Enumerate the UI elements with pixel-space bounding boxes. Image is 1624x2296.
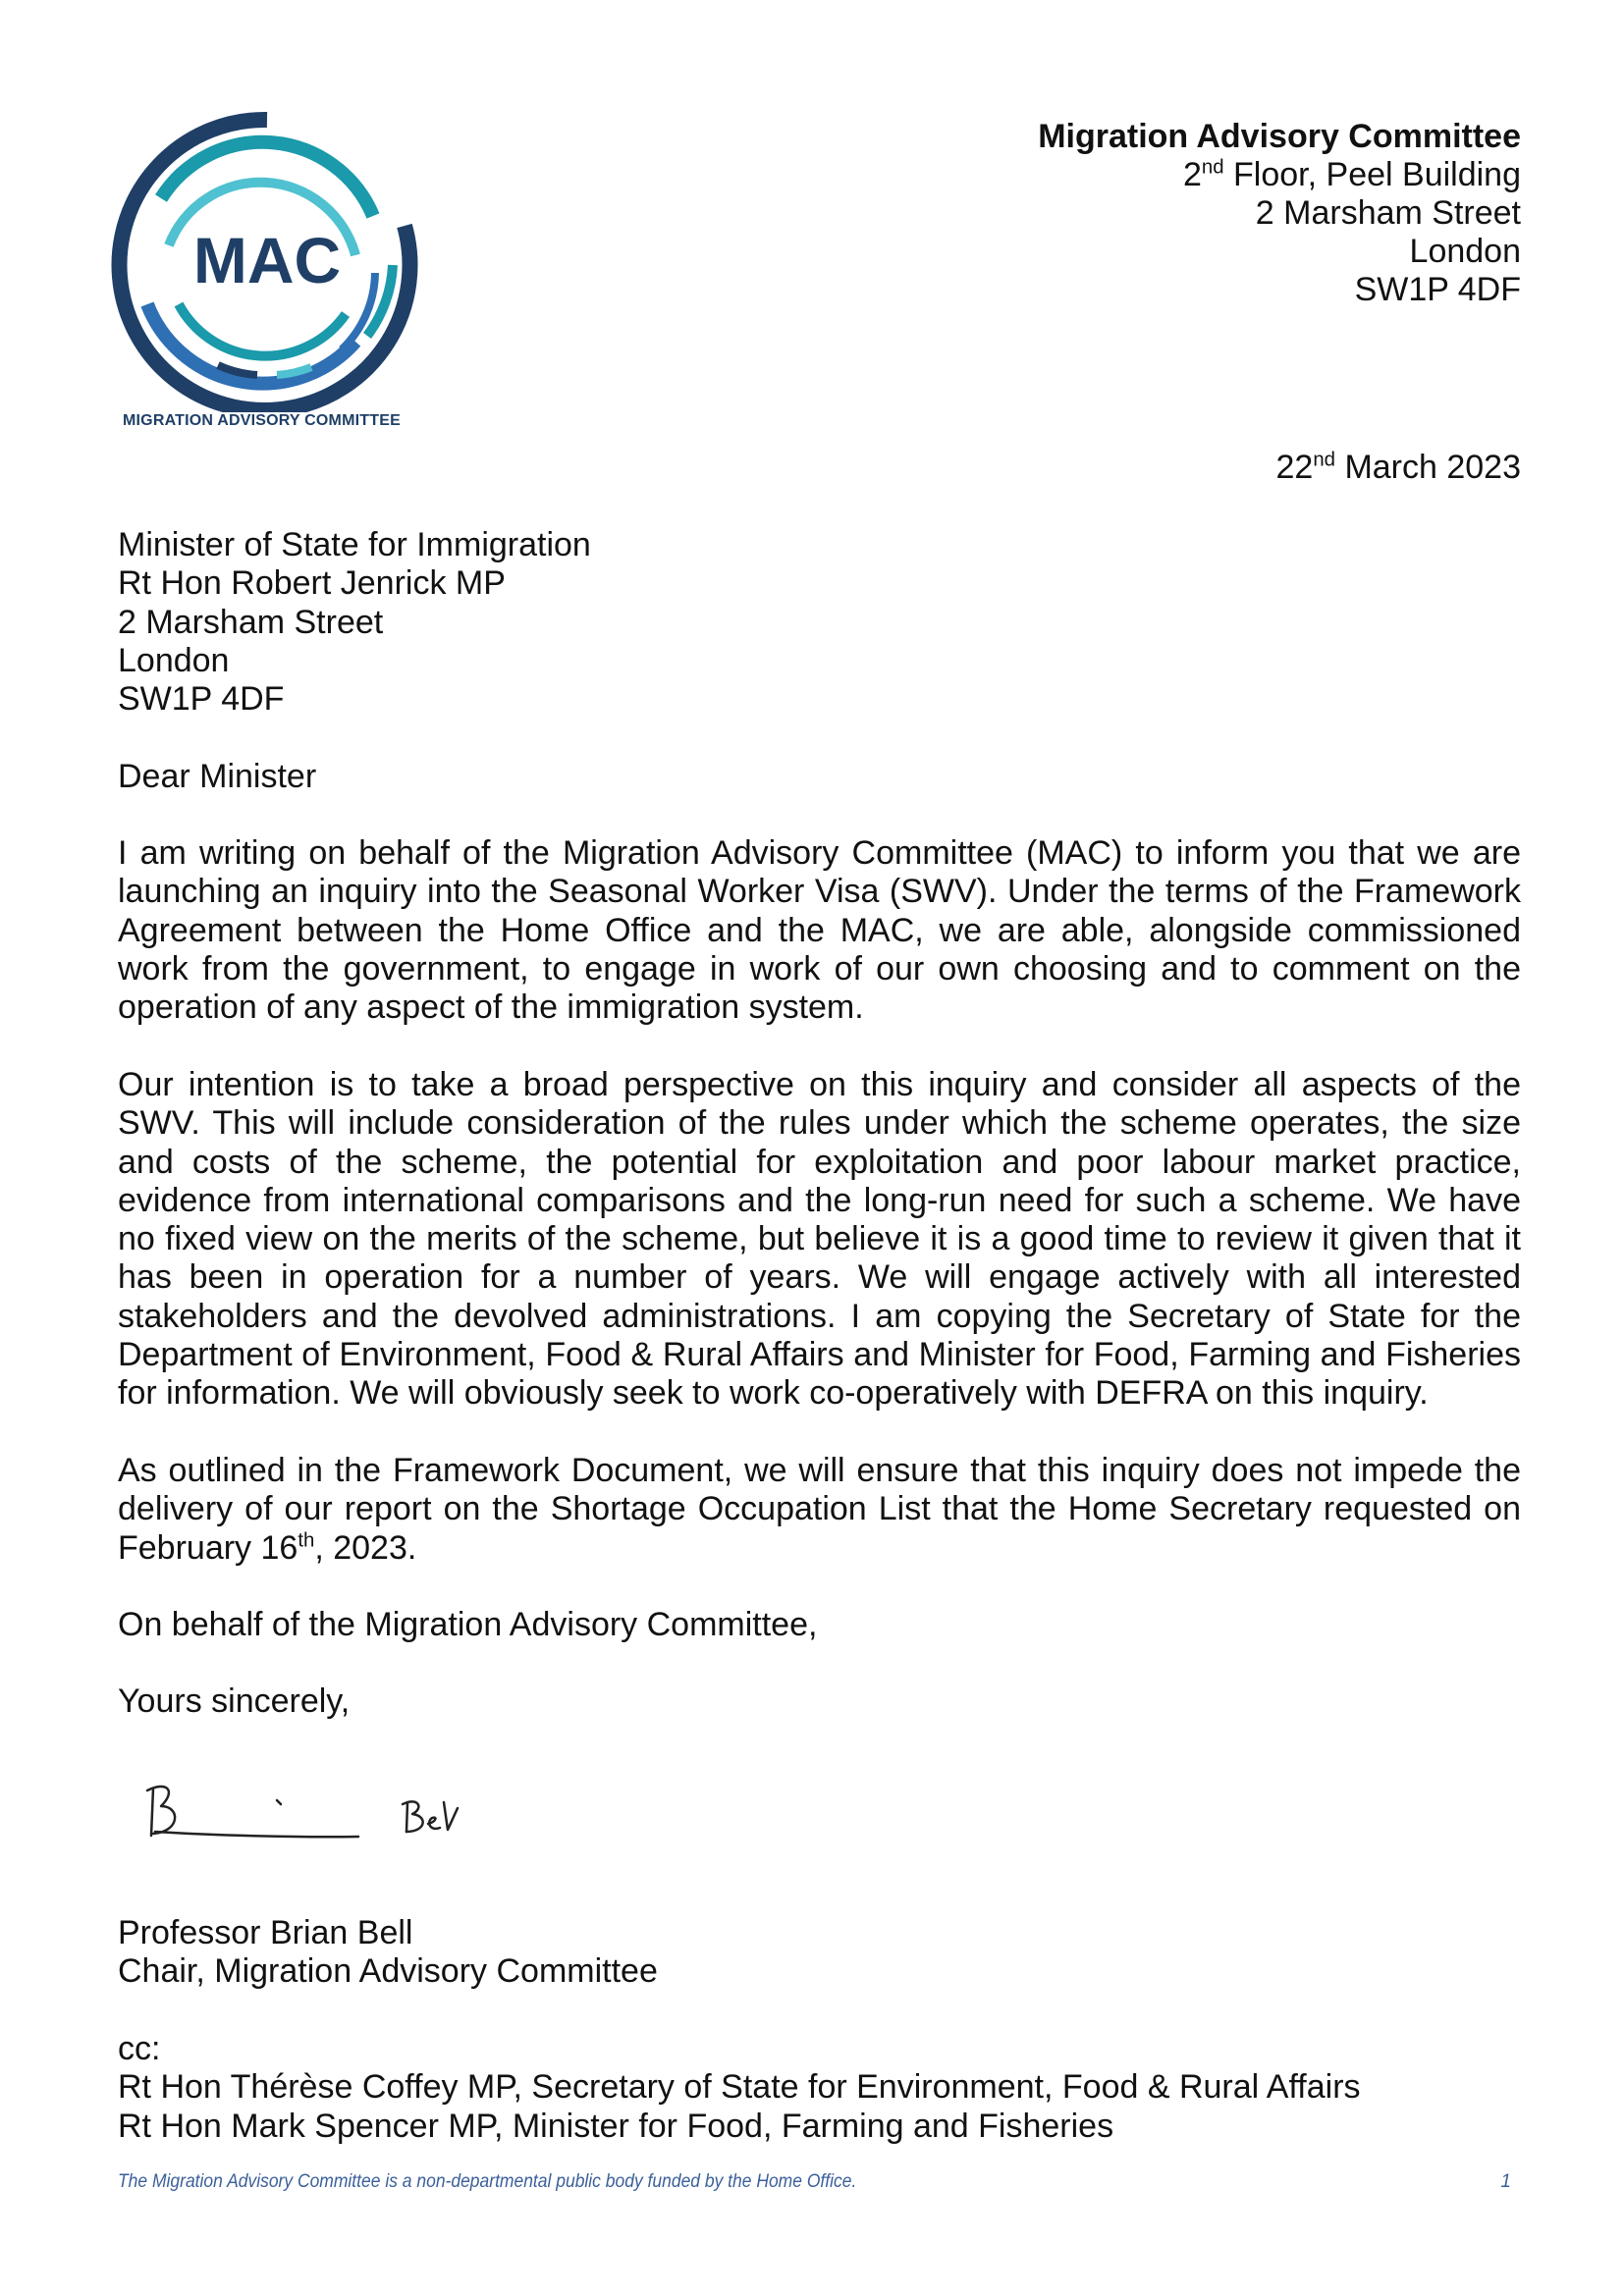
closing-line-2: Yours sincerely,	[118, 1682, 351, 1720]
recipient-street: 2 Marsham Street	[118, 603, 384, 641]
sender-postcode: SW1P 4DF	[1354, 271, 1521, 308]
signer-name: Professor Brian Bell	[118, 1914, 413, 1951]
recipient-title: Minister of State for Immigration	[118, 526, 591, 563]
recipient-postcode: SW1P 4DF	[118, 680, 285, 719]
sender-address	[1038, 118, 1521, 309]
logo-text: MAC	[192, 224, 342, 296]
sender-city: London	[1409, 233, 1521, 270]
cc-label: cc:	[118, 2030, 161, 2067]
paragraph-1: I am writing on behalf of the Migration Advisory Committee (MAC) to inform you that we are launching an inquiry into the Seasonal Worker Visa (SWV). Under the terms of the Framework Agreement between the Home Office and the MAC, we are able, alongside commissioned work from the government, to engage in work of our own choosing and to comment on the operation of any aspect of the immigration system.	[118, 834, 1521, 1027]
cc-line-1: Rt Hon Thérèse Coffey MP, Secretary of State for Environment, Food & Rural Affairs	[118, 2068, 1361, 2107]
cc-line-2: Rt Hon Mark Spencer MP, Minister for Food, Farming and Fisheries	[118, 2107, 1114, 2145]
logo-caption: MIGRATION ADVISORY COMMITTEE	[123, 412, 401, 429]
closing-line-1: On behalf of the Migration Advisory Committee,	[118, 1606, 818, 1643]
paragraph-2: Our intention is to take a broad perspective on this inquiry and consider all aspects of the SWV. This will include consideration of the rules under which the scheme operates, the size and costs of the scheme, the potential for exploitation and poor labour market practice, evidence from international comparisons and the long-run need for such a scheme. We have no fixed view on the merits of the scheme, but believe it is a good time to review it given that it has been in operation for a number of years. We will engage actively with all interested stakeholders and the devolved administrations. I am copying the Secretary of State for the Department of Environment, Food & Rural Affairs and Minister for Food, Farming and Fisheries for information. We will obviously seek to work co-operatively with DEFRA on this inquiry.	[118, 1066, 1521, 1413]
signer-role: Chair, Migration Advisory Committee	[118, 1952, 658, 1991]
mac-logo	[110, 108, 424, 432]
recipient-city: London	[118, 641, 230, 679]
sender-street: 2 Marsham Street	[1255, 194, 1521, 232]
page-number: 1	[1500, 2171, 1511, 2192]
letter-date: 22nd March 2023	[1275, 449, 1521, 486]
recipient-address	[118, 526, 591, 719]
sender-org: Migration Advisory Committee	[1038, 118, 1521, 155]
salutation: Dear Minister	[118, 758, 317, 795]
sender-floor: 2nd Floor, Peel Building	[1182, 156, 1521, 193]
cc-block	[118, 2030, 1361, 2146]
signer-block	[118, 1914, 658, 1992]
footer-note: The Migration Advisory Committee is a non-departmental public body funded by the Home Office.	[118, 2171, 857, 2192]
handwritten-signature	[137, 1767, 511, 1875]
recipient-name: Rt Hon Robert Jenrick MP	[118, 564, 506, 603]
paragraph-3: As outlined in the Framework Document, we will ensure that this inquiry does not impede the delivery of our report on the Shortage Occupation List that the Home Secretary requested on February 16th, 2023.	[118, 1452, 1521, 1567]
